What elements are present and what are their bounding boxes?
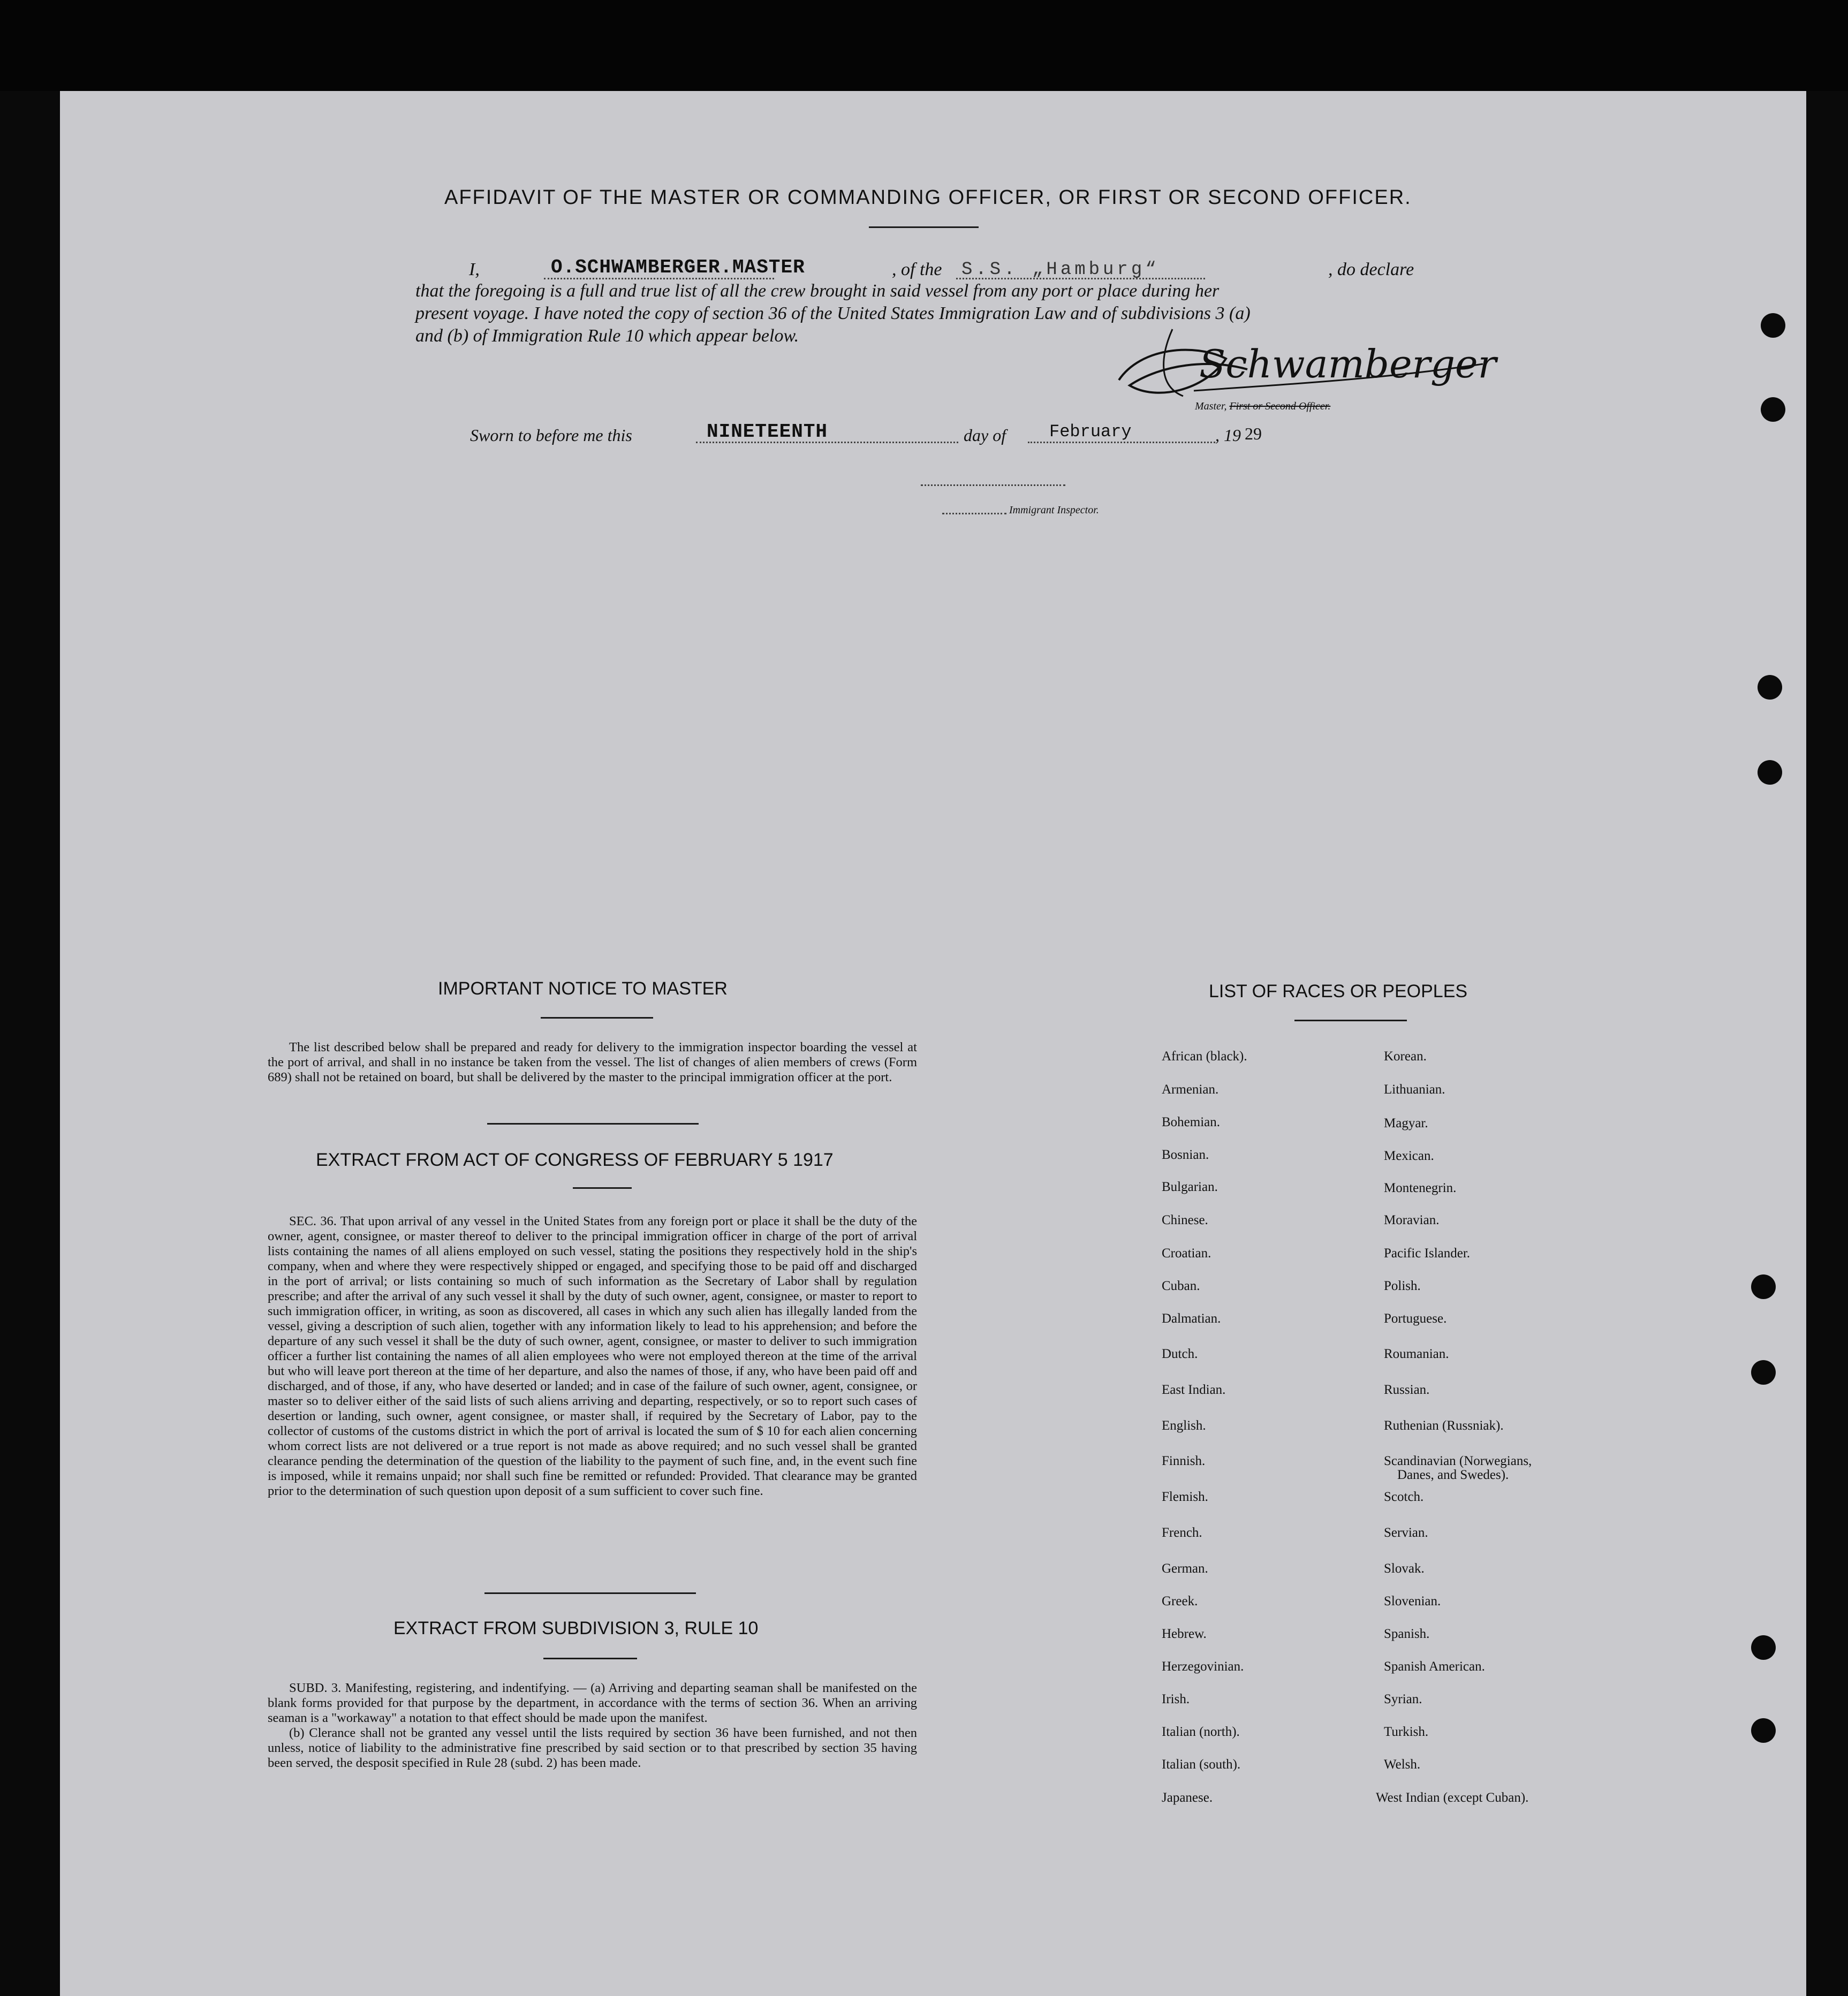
binder-hole xyxy=(1758,675,1782,700)
extract-act-underline xyxy=(573,1187,632,1189)
signer-role-master: Master, xyxy=(1195,400,1227,412)
race-entry: Welsh. xyxy=(1384,1757,1421,1772)
race-entry: Magyar. xyxy=(1384,1116,1428,1130)
declaration-line-2: that the foregoing is a full and true list of all the crew brought in said vessel from any port or place during her xyxy=(415,281,1220,301)
separator-rule xyxy=(487,1123,699,1125)
day-of-label: day of xyxy=(964,426,1006,445)
race-entry: Slovak. xyxy=(1384,1561,1425,1576)
race-entry: Russian. xyxy=(1384,1383,1430,1397)
race-entry: Slovenian. xyxy=(1384,1594,1441,1608)
races-title: LIST OF RACES OR PEOPLES xyxy=(1209,981,1468,1001)
sworn-day: NINETEENTH xyxy=(707,421,828,443)
race-entry: Scandinavian (Norwegians, xyxy=(1384,1454,1532,1468)
race-entry: Irish. xyxy=(1162,1692,1190,1706)
race-entry: Japanese. xyxy=(1162,1790,1213,1805)
binder-hole xyxy=(1751,1274,1776,1299)
race-entry: Greek. xyxy=(1162,1594,1198,1608)
signer-role-struck: First or Second Officer. xyxy=(1229,400,1331,412)
binder-hole xyxy=(1761,313,1785,338)
race-entry: Finnish. xyxy=(1162,1454,1206,1468)
extract-rule-title: EXTRACT FROM SUBDIVISION 3, RULE 10 xyxy=(393,1618,759,1638)
section-36-paragraph: SEC. 36. That upon arrival of any vessel in the United States from any foreign port or place it shall be the duty of the owner, agent, consignee, or master thereof to deliver to the principal immigration officer in charge of the port of arrival lists containing the names of all aliens employed on such vessel, stating the positions they respectively hold in the ship's company, when and where they were respectively shipped or engaged, and specifying those to be paid off and discharged in the port of arrival; or lists containing so much of such information as the Secretary of Labor shall by regulation prescribe; and after the arrival of any such vessel it shall by the duty of such owner, agent, consignee, or master to report to such immigration officer, in writing, as soon as discovered, all cases in which any such alien has illegally landed from the vessel, giving a description of such alien, together with any information likely to lead to his apprehension; and before the departure of any such vessel it shall be the duty of such owner, agent, consignee, or master to deliver to such immigration officer a further list containing the names of all alien employees who were not employed thereon at the time of the arrival but who will leave port thereon at the time of her departure, and also the names of those, if any, who have been paid off and discharged, and of those, if any, who have deserted or landed; and in case of the failure of such owner, agent, consignee, or master so to deliver either of the said lists of such aliens arriving and departing, respectively, or so to report such cases of desertion or landing, such owner, agent consignee, or master shall, if required by the Secretary of Labor, pay to the collector of customs of the customs district in which the port of arrival is located the sum of $ 10 for each alien concerning whom correct lists are not delivered or a true report is not made as above required; and no such vessel shall be granted clearance pending the determination of the question of the liability to the payment of such fine, and, in the event such fine is imposed, while it remains unpaid; nor shall such fine be remitted or refunded: Provided. That clearance may be granted prior to the determination of such question upon deposit of a sum sufficient to cover such fine. xyxy=(268,1214,917,1498)
race-entry: Bosnian. xyxy=(1162,1148,1209,1162)
race-entry: West Indian (except Cuban). xyxy=(1376,1790,1529,1805)
race-entry: French. xyxy=(1162,1526,1202,1540)
race-entry: Herzegovinian. xyxy=(1162,1659,1244,1674)
subd-a-paragraph: SUBD. 3. Manifesting, registering, and indentifying. — (a) Arriving and departing seaman shall be manifested on the blank forms provided for that purpose by the department, in accordance with the terms of section 36. When an arriving seaman is a "workaway" a notation to that effect should be made upon the manifest. xyxy=(268,1681,917,1725)
signer-role xyxy=(1195,400,1330,413)
master-name: O.SCHWAMBERGER.MASTER xyxy=(551,256,805,278)
race-entry: Portuguese. xyxy=(1384,1311,1447,1326)
race-entry: Bohemian. xyxy=(1162,1115,1221,1129)
vessel-name: S.S. „Hamburg“ xyxy=(961,260,1160,280)
declaration-line-4: and (b) of Immigration Rule 10 which appear below. xyxy=(415,326,799,346)
race-entry: English. xyxy=(1162,1418,1206,1433)
inspector-label: Immigrant Inspector. xyxy=(1009,504,1099,516)
race-entry: Syrian. xyxy=(1384,1692,1422,1706)
race-entry: Dutch. xyxy=(1162,1347,1198,1361)
race-entry: Italian (north). xyxy=(1162,1725,1240,1739)
race-entry: Spanish American. xyxy=(1384,1659,1485,1674)
race-entry: Mexican. xyxy=(1384,1149,1434,1163)
race-entry: Pacific Islander. xyxy=(1384,1246,1471,1261)
race-entry: Dalmatian. xyxy=(1162,1311,1221,1326)
of-the-text: , of the xyxy=(892,260,942,279)
binder-hole xyxy=(1761,397,1785,422)
race-entry: German. xyxy=(1162,1561,1208,1576)
race-entry: Polish. xyxy=(1384,1279,1421,1293)
race-entry: Servian. xyxy=(1384,1526,1428,1540)
fill-line xyxy=(1028,442,1215,443)
fill-line xyxy=(956,278,1205,279)
binder-hole xyxy=(1758,760,1782,785)
declare-i: I, xyxy=(469,260,480,279)
race-entry: Cuban. xyxy=(1162,1279,1200,1293)
signature-text: Schwamberger xyxy=(1199,341,1497,386)
affidavit-title: AFFIDAVIT OF THE MASTER OR COMMANDING OFFICER, OR FIRST OR SECOND OFFICER. xyxy=(444,186,1412,209)
race-entry: Italian (south). xyxy=(1162,1757,1241,1772)
notice-underline xyxy=(541,1017,653,1019)
race-entry: Montenegrin. xyxy=(1384,1181,1457,1195)
fill-line xyxy=(696,442,958,443)
race-entry: African (black). xyxy=(1162,1049,1247,1064)
extract-rule-underline xyxy=(543,1658,637,1659)
races-underline xyxy=(1294,1020,1407,1021)
race-entry: Spanish. xyxy=(1384,1627,1430,1641)
race-entry: Moravian. xyxy=(1384,1213,1440,1227)
rule-10-text xyxy=(268,1681,917,1771)
declaration-line-3: present voyage. I have noted the copy of section 36 of the United States Immigration Law and of subdivisions 3 (a) xyxy=(415,303,1251,323)
separator-rule xyxy=(484,1592,696,1594)
do-declare-text: , do declare xyxy=(1328,260,1414,279)
race-entry: Turkish. xyxy=(1384,1725,1429,1739)
subd-b-paragraph: (b) Clerance shall not be granted any vessel until the lists required by section 36 have been furnished, and not then unless, notice of liability to the administrative fine prescribed by said section or to that prescribed by section 35 having been served, the desposit specified in Rule 28 (subd. 2) has been made. xyxy=(268,1726,917,1770)
race-entry: Armenian. xyxy=(1162,1082,1219,1097)
race-entry: East Indian. xyxy=(1162,1383,1226,1397)
inspector-fill-line xyxy=(921,484,1065,486)
race-entry: Ruthenian (Russniak). xyxy=(1384,1418,1504,1433)
binder-hole xyxy=(1751,1718,1776,1743)
race-entry: Bulgarian. xyxy=(1162,1180,1218,1194)
binder-hole xyxy=(1751,1635,1776,1660)
notice-title: IMPORTANT NOTICE TO MASTER xyxy=(438,978,728,999)
title-underline xyxy=(869,226,979,228)
binder-hole xyxy=(1751,1360,1776,1385)
section-36-text xyxy=(268,1214,917,1499)
extract-act-title: EXTRACT FROM ACT OF CONGRESS OF FEBRUARY 5 1917 xyxy=(316,1150,834,1170)
scan-border-top xyxy=(0,0,1848,91)
race-entry: Chinese. xyxy=(1162,1213,1208,1227)
sworn-month: February xyxy=(1049,422,1132,442)
fill-line xyxy=(544,278,774,279)
race-entry: Lithuanian. xyxy=(1384,1082,1445,1097)
year-prefix: , 19 xyxy=(1215,426,1241,445)
race-entry-continuation: Danes, and Swedes). xyxy=(1397,1468,1509,1482)
race-entry: Roumanian. xyxy=(1384,1347,1449,1361)
inspector-fill-line xyxy=(942,513,1006,514)
race-entry: Hebrew. xyxy=(1162,1627,1207,1641)
race-entry: Croatian. xyxy=(1162,1246,1211,1261)
race-entry: Flemish. xyxy=(1162,1490,1208,1504)
race-entry: Korean. xyxy=(1384,1049,1427,1064)
notice-paragraph: The list described below shall be prepared and ready for delivery to the immigration inspector boarding the vessel at the port of arrival, and shall in no instance be taken from the vessel. The list of changes of alien members of crews (Form 689) shall not be retained on board, but shall be delivered by the master to the principal immigration officer at the port. xyxy=(268,1040,917,1084)
race-entry: Scotch. xyxy=(1384,1490,1424,1504)
sworn-label: Sworn to before me this xyxy=(470,426,632,445)
notice-text xyxy=(268,1040,917,1085)
year-suffix: 29 xyxy=(1245,424,1262,443)
